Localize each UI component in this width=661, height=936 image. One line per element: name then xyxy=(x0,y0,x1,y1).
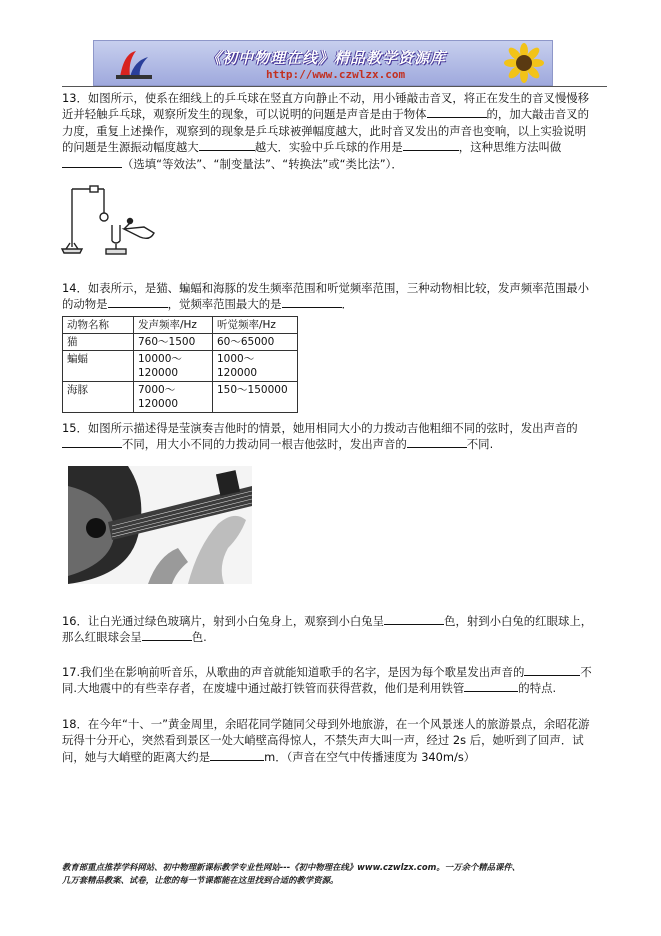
guitar-photo xyxy=(68,466,252,584)
q18-text-2: m．（声音在空气中传播速度为 340m/s） xyxy=(264,749,476,764)
page-footer xyxy=(62,861,607,886)
table-cell: 60～65000 xyxy=(213,334,298,351)
q13-text-4: ，这种思维方法叫做 xyxy=(458,140,562,155)
q17-text-3: 的特点. xyxy=(518,681,557,696)
table-cell: 1000～120000 xyxy=(213,351,298,382)
question-13 xyxy=(62,90,596,172)
table-cell: 7000～120000 xyxy=(134,382,213,413)
q15-text-2: 不同，用大小不同的力拨动同一根吉他弦时，发出声音的 xyxy=(122,437,407,452)
q13-blank-3[interactable] xyxy=(403,139,459,151)
q14-blank-1[interactable] xyxy=(108,296,168,308)
table-cell: 蝙蝠 xyxy=(63,351,134,382)
table-cell: 760～1500 xyxy=(134,334,213,351)
table-cell: 10000～120000 xyxy=(134,351,213,382)
q16-text-2: 色，射到小白兔的红眼球上，那么红眼球会呈 xyxy=(62,614,593,645)
q17-blank-2[interactable] xyxy=(464,680,518,692)
table-row xyxy=(63,334,298,351)
site-logo-icon xyxy=(114,47,154,81)
q16-text-1: 16．让白光通过绿色玻璃片，射到小白兔身上，观察到小白兔呈 xyxy=(62,614,385,628)
q13-text-5: （选填“等效法”、“制变量法”、“转换法”或“类比法”）． xyxy=(122,156,403,171)
question-17 xyxy=(62,664,596,697)
header-animal: 动物名称 xyxy=(63,317,134,334)
q14-blank-2[interactable] xyxy=(282,296,342,308)
footer-line-1: 教育部重点推荐学科网站、初中物理新课标教学专业性网站---《初中物理在线》www.czwlzx.com。一万余个精品课件、 xyxy=(62,862,521,872)
q15-blank-2[interactable] xyxy=(407,436,467,448)
q13-blank-1[interactable] xyxy=(427,106,487,118)
header-banner xyxy=(93,40,553,86)
q15-text-3: 不同. xyxy=(466,437,494,452)
table-cell: 150～150000 xyxy=(213,382,298,413)
q17-blank-1[interactable] xyxy=(524,664,580,676)
q16-text-3: 色. xyxy=(191,630,207,645)
header-rule xyxy=(62,86,607,87)
frequency-table xyxy=(62,316,298,413)
banner-url[interactable]: http://www.czwlzx.com xyxy=(266,68,406,81)
q13-text-1: 13．如图所示，使系在细线上的乒乓球在竖直方向静止不动，用小锤敲击音叉，将正在发生的音叉慢慢移近并轻触乒乓球，观察所发生的现象，可以说明的问题是声音是由于物体 xyxy=(62,91,590,122)
question-14 xyxy=(62,280,596,313)
q13-text-3: 越大．实验中乒乓球的作用是 xyxy=(254,140,403,155)
q16-blank-2[interactable] xyxy=(142,629,192,641)
q15-text-1: 15．如图所示描述得是莹演奏吉他时的情景，她用相同大小的力拨动吉他粗细不同的弦时，发出声音的 xyxy=(62,421,578,435)
table-cell: 海豚 xyxy=(63,382,134,413)
q18-text-1: 18．在今年“十、一”黄金周里，余昭花同学随同父母到外地旅游，在一个风景迷人的旅游景点，余昭花游玩得十分开心，突然看到景区一处大峭壁高得惊人，不禁失声大叫一声，经过 2s 后，她听到了回声．试问，她与大峭壁的距离大约是 xyxy=(62,717,590,764)
question-16 xyxy=(62,613,596,646)
question-18 xyxy=(62,716,596,765)
q13-text-2: 的，加大敲击音叉的力度，重复上述操作，观察到的现象是乒乓球被弹幅度越大，此时音叉发出的声音也变响，以上实验说明的问题是生源振动幅度越大 xyxy=(62,107,590,155)
q14-text-2: ，觉频率范围最大的是 xyxy=(167,297,282,312)
q14-text-1: 14．如表所示，是猫、蝙蝠和海豚的发生频率范围和听觉频率范围，三种动物相比较，发声频率范围最小的动物是 xyxy=(62,281,590,312)
q13-blank-4[interactable] xyxy=(62,156,122,168)
table-header-row xyxy=(63,317,298,334)
header-hear-frequency: 听觉频率/Hz xyxy=(213,317,298,334)
q16-blank-1[interactable] xyxy=(384,613,444,625)
q14-text-3: ． xyxy=(341,297,353,312)
table-row xyxy=(63,382,298,413)
q17-text-2: 不同.大地震中的有些幸存者，在废墟中通过敲打铁管而获得营救，他们是利用铁管 xyxy=(62,665,592,696)
banner-title: 《初中物理在线》精品教学资源库 xyxy=(206,49,447,67)
header-emit-frequency: 发声频率/Hz xyxy=(134,317,213,334)
q15-blank-1[interactable] xyxy=(62,436,122,448)
q17-text-1: 17.我们坐在影响前听音乐，从歌曲的声音就能知道歌手的名字，是因为每个歌星发出声音的 xyxy=(62,665,525,679)
table-row xyxy=(63,351,298,382)
footer-line-2: 几万套精品教案、试卷，让您的每一节课都能在这里找到合适的教学资源。 xyxy=(62,874,339,885)
q18-blank-1[interactable] xyxy=(210,749,264,761)
tuning-fork-figure xyxy=(60,183,160,259)
q13-blank-2[interactable] xyxy=(199,139,255,151)
sunflower-icon xyxy=(504,43,544,85)
table-cell: 猫 xyxy=(63,334,134,351)
question-15 xyxy=(62,420,596,453)
